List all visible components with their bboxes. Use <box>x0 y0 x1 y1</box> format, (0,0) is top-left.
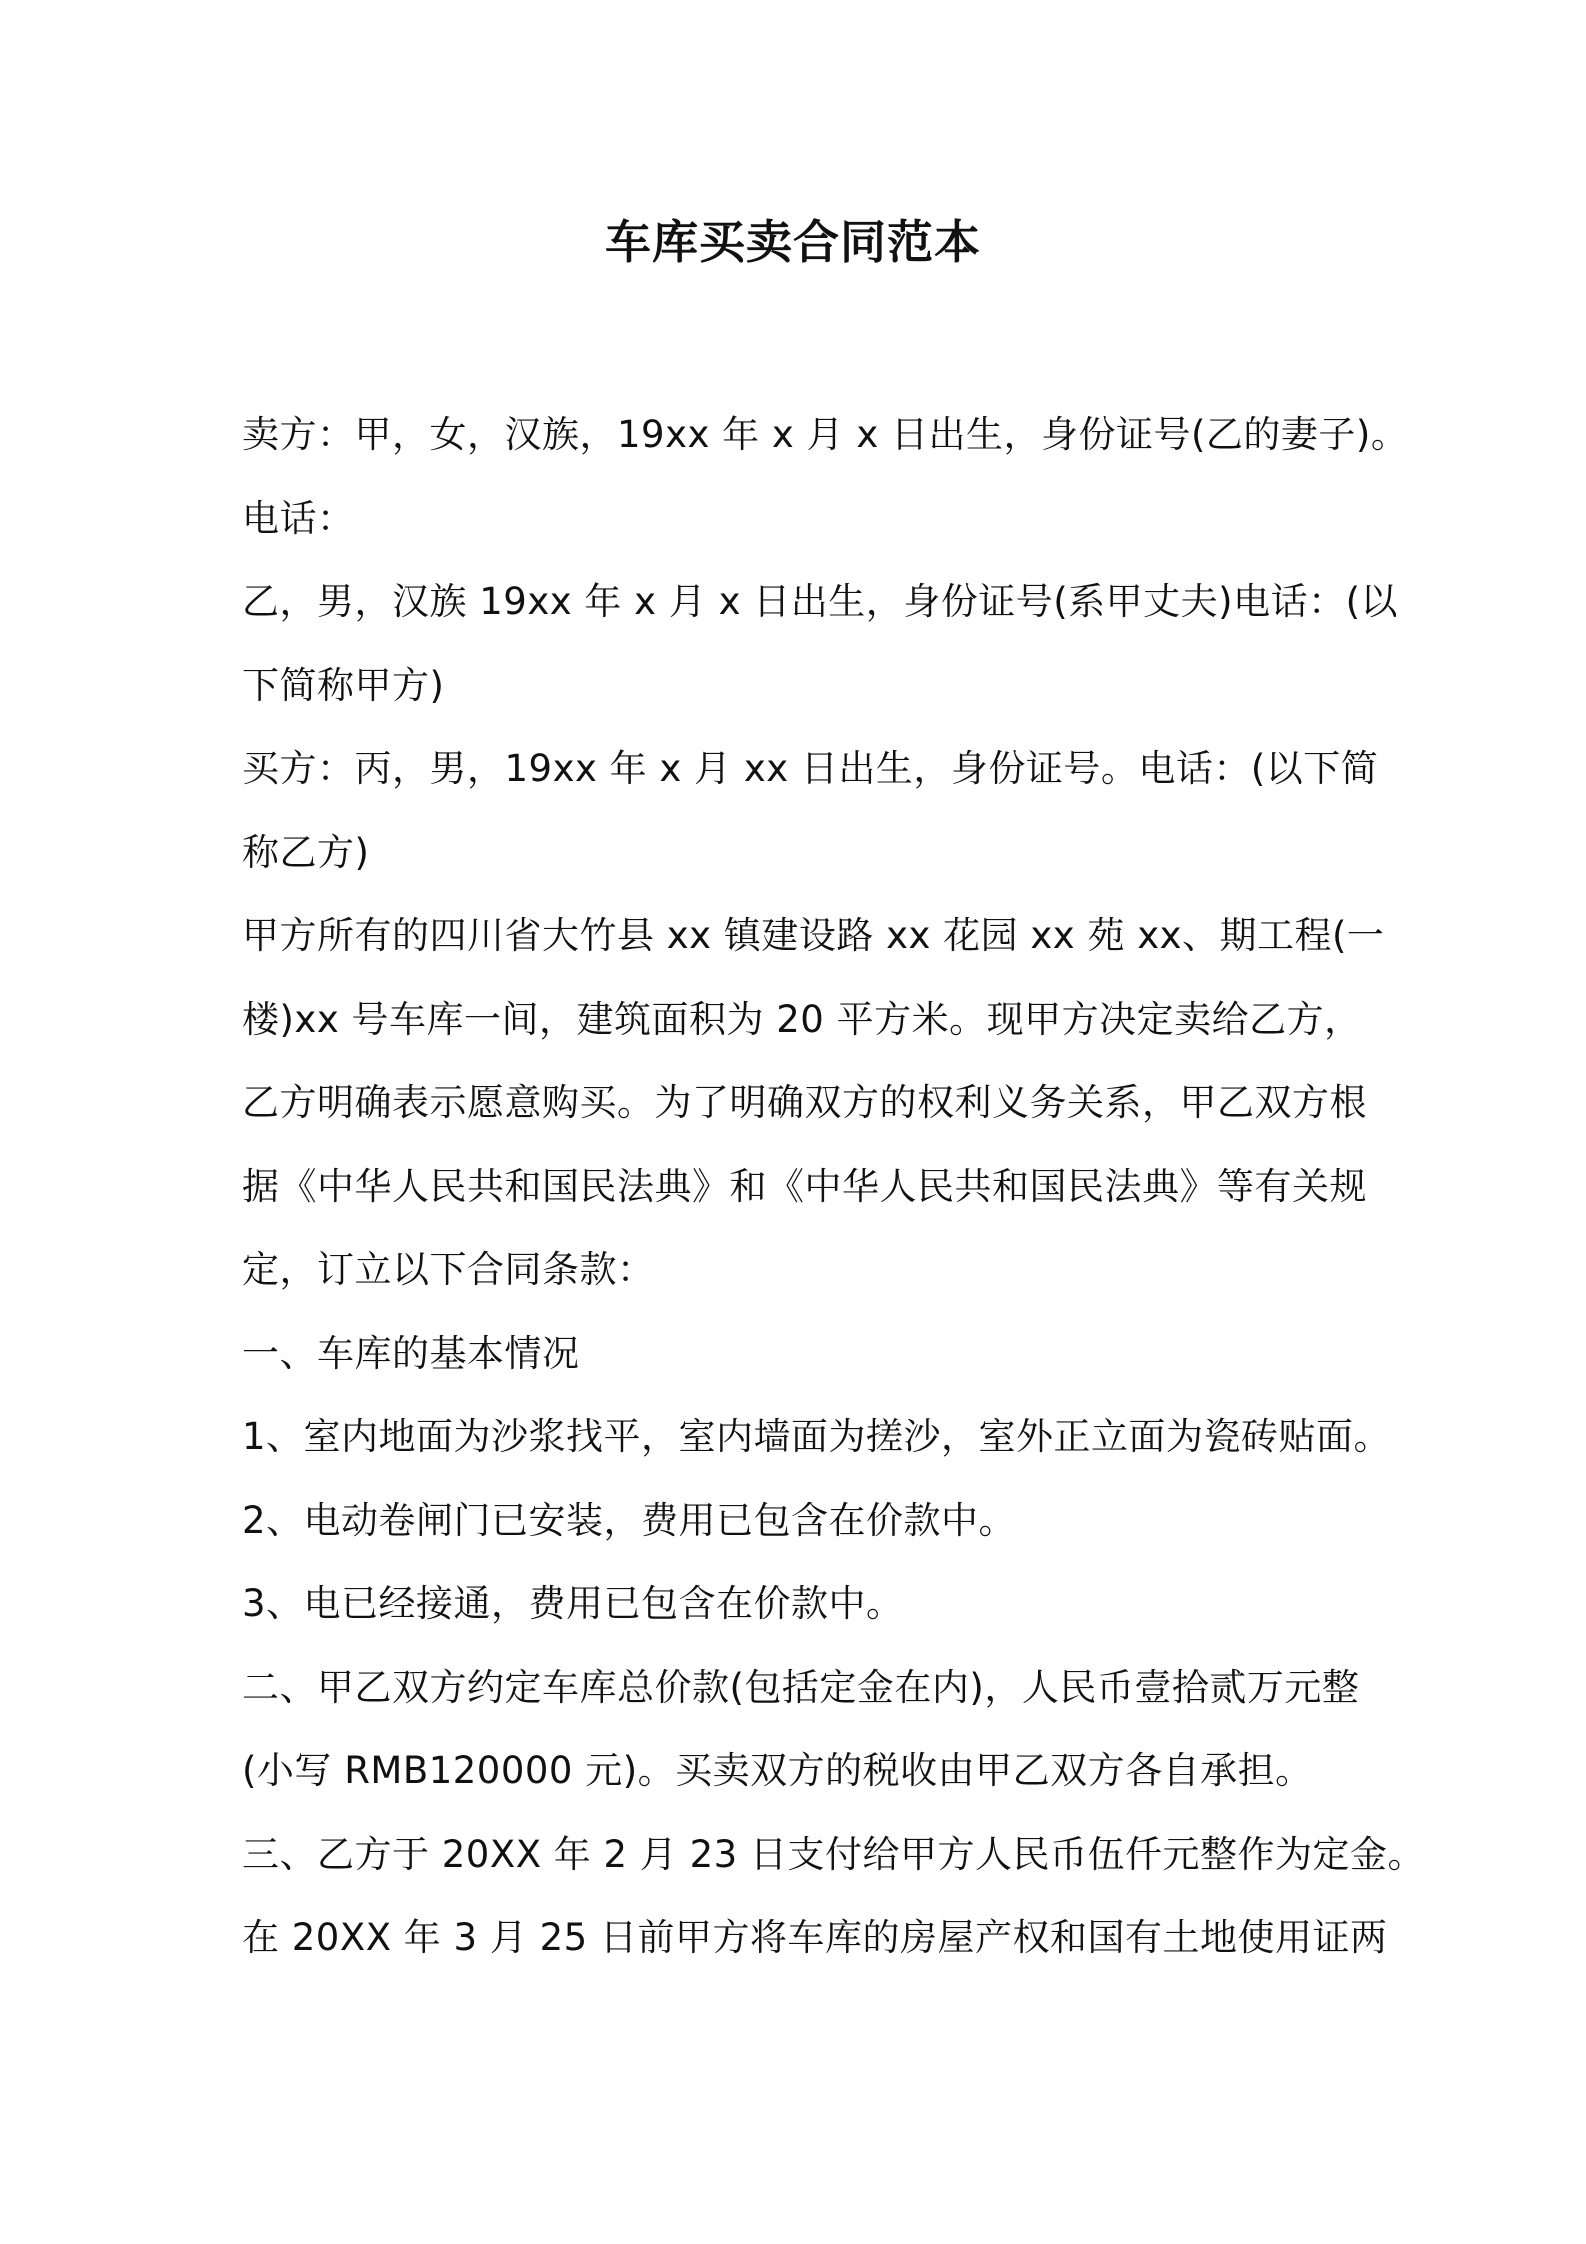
text-line: 1、室内地面为沙浆找平，室内墙面为搓沙，室外正立面为瓷砖贴面。 <box>242 1415 1392 1458</box>
document-title: 车库买卖合同范本 <box>605 215 981 269</box>
text-line: (小写 RMB120000 元)。买卖双方的税收由甲乙双方各自承担。 <box>242 1749 1313 1792</box>
text-line: 称乙方) <box>242 830 370 874</box>
text-line: 买方：丙，男，19xx 年 x 月 xx 日出生，身份证号。电话：(以下简 <box>242 747 1379 790</box>
text-line: 三、乙方于 20XX 年 2 月 23 日支付给甲方人民币伍仟元整作为定金。 <box>242 1832 1425 1876</box>
text-line: 下简称甲方) <box>242 663 445 707</box>
text-line: 据《中华人民共和国民法典》和《中华人民共和国民法典》等有关规 <box>242 1164 1367 1208</box>
text-line: 卖方：甲，女，汉族，19xx 年 x 月 x 日出生，身份证号(乙的妻子)。 <box>242 413 1409 456</box>
text-line: 定，订立以下合同条款： <box>242 1248 655 1291</box>
section-heading: 一、车库的基本情况 <box>242 1331 580 1375</box>
text-line: 电话： <box>242 496 355 540</box>
text-line: 乙方明确表示愿意购买。为了明确双方的权利义务关系，甲乙双方根 <box>242 1081 1367 1124</box>
text-line: 二、甲乙双方约定车库总价款(包括定金在内)，人民币壹拾贰万元整 <box>242 1665 1360 1709</box>
text-line: 楼)xx 号车库一间，建筑面积为 20 平方米。现甲方决定卖给乙方， <box>242 997 1362 1041</box>
document-body <box>242 410 1425 1997</box>
text-line: 在 20XX 年 3 月 25 日前甲方将车库的房屋产权和国有土地使用证两 <box>242 1916 1388 1959</box>
text-line: 3、电已经接通，费用已包含在价款中。 <box>242 1582 904 1625</box>
text-line: 乙，男，汉族 19xx 年 x 月 x 日出生，身份证号(系甲丈夫)电话：(以 <box>242 580 1399 623</box>
text-line: 2、电动卷闸门已安装，费用已包含在价款中。 <box>242 1498 1017 1542</box>
text-line: 甲方所有的四川省大竹县 xx 镇建设路 xx 花园 xx 苑 xx、期工程(一 <box>242 914 1385 957</box>
